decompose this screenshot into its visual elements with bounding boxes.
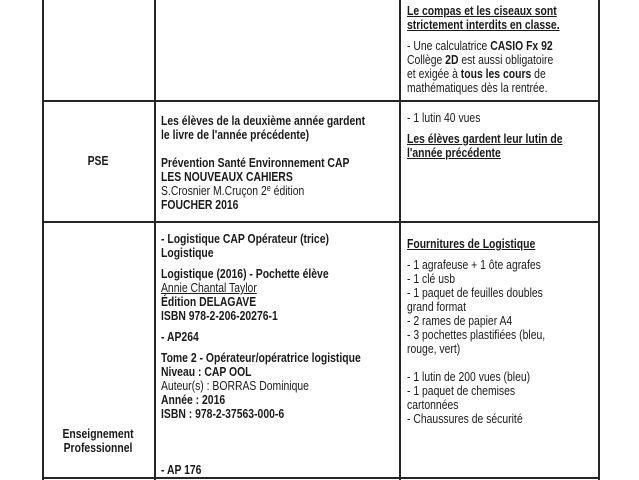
text-line — [407, 328, 558, 342]
cell-pse-supplies — [401, 102, 598, 219]
text-run: Le compas et les ciseaux sont — [407, 3, 557, 18]
text-run: - AP264 — [161, 329, 199, 344]
cell-pro-books — [156, 223, 396, 475]
text-run: Prévention Santé Environnement CAP — [161, 155, 350, 170]
paragraph — [407, 258, 596, 426]
text-line — [161, 463, 347, 477]
text-run: FOUCHER 2016 — [161, 197, 239, 212]
cell-row1-books — [156, 0, 396, 98]
text-run — [161, 448, 164, 463]
cell-pse-books — [156, 102, 396, 219]
paragraph — [161, 330, 394, 344]
paragraph — [44, 154, 152, 168]
cell-pro-subject — [44, 223, 152, 475]
text-run: - Chaussures de sécurité — [407, 411, 523, 426]
text-run: Annie Chantal Taylor — [161, 280, 257, 295]
cell-row1-subject — [44, 0, 152, 98]
text-run: grand format — [407, 299, 466, 314]
text-run: CASIO Fx 92 — [490, 38, 553, 53]
text-run: Professionnel — [63, 440, 133, 455]
paragraph — [161, 351, 394, 477]
text-run: est aussi obligatoire — [458, 52, 554, 67]
text-line — [161, 421, 347, 435]
text-line — [161, 142, 347, 156]
text-run: Auteur(s) : BORRAS Dominique — [161, 378, 309, 393]
supplies-table — [42, 0, 600, 480]
text-run: ISBN 978-2-206-20276-1 — [161, 308, 278, 323]
text-line — [407, 237, 558, 251]
paragraph — [407, 237, 596, 251]
text-line — [161, 295, 347, 309]
text-line — [161, 184, 347, 198]
text-run: - 1 lutin 40 vues — [407, 110, 481, 125]
text-run: PSE — [87, 152, 109, 168]
text-run — [407, 355, 410, 370]
text-run: de — [531, 66, 546, 81]
table-border-bottom — [42, 477, 600, 479]
text-line — [161, 330, 347, 344]
text-run: - 1 paquet de feuilles doubles — [407, 285, 543, 300]
text-run: - AP 176 — [161, 462, 202, 477]
text-line — [161, 365, 347, 379]
paragraph — [161, 232, 394, 260]
text-line — [161, 393, 347, 407]
text-run: 2D — [445, 52, 459, 67]
text-run: - 1 lutin de 200 vues (bleu) — [407, 369, 531, 384]
paragraph — [407, 39, 596, 95]
text-line — [161, 198, 347, 212]
text-run: S.Crosnier M.Cruçon 2 — [161, 183, 267, 198]
text-line — [161, 281, 347, 295]
text-line — [407, 272, 558, 286]
text-run: rouge, vert) — [407, 341, 461, 356]
text-run: ISBN : 978-2-37563-000-6 — [161, 406, 285, 421]
text-line — [407, 300, 558, 314]
text-line — [161, 232, 347, 246]
text-line — [407, 370, 558, 384]
text-run: le livre de l'année précédente) — [161, 127, 310, 142]
text-line — [161, 155, 350, 170]
text-line — [161, 267, 347, 281]
paragraph — [161, 114, 394, 212]
text-line — [407, 398, 558, 412]
text-line — [407, 53, 558, 67]
text-run: Les élèves gardent leur lutin de — [407, 131, 563, 146]
text-line — [161, 407, 347, 421]
text-line — [407, 412, 558, 426]
text-line — [407, 111, 558, 125]
text-run: et exigée à — [407, 66, 461, 81]
text-run: mathématiques dès la rentrée. — [407, 80, 548, 95]
text-run: LES NOUVEAUX CAHIERS — [161, 169, 293, 184]
text-line — [407, 146, 558, 160]
text-line — [407, 131, 563, 146]
text-run: Niveau : CAP OOL — [161, 364, 252, 379]
text-line — [161, 113, 366, 128]
text-run: Tome 2 - Opérateur/opératrice logistique — [161, 350, 361, 365]
text-run: - 3 pochettes plastifiées (bleu, — [407, 327, 546, 342]
text-line — [161, 449, 347, 463]
text-line — [55, 441, 141, 455]
text-run: Enseignement — [62, 426, 134, 441]
text-line — [407, 4, 558, 18]
text-run: tous les cours — [460, 66, 532, 81]
text-line — [407, 258, 558, 272]
paragraph — [407, 111, 596, 125]
text-run — [161, 420, 164, 435]
text-run: cartonnées — [407, 397, 459, 412]
text-line — [407, 81, 558, 95]
text-line — [161, 128, 347, 142]
text-line — [161, 350, 361, 365]
text-run: Les élèves de la deuxième année gardent — [161, 113, 366, 128]
text-line — [407, 39, 558, 53]
text-line — [407, 384, 558, 398]
text-line — [55, 154, 141, 168]
text-line — [161, 246, 347, 260]
text-run: Logistique — [161, 245, 214, 260]
text-run: - Une calculatrice — [407, 38, 491, 53]
paragraph — [407, 4, 596, 32]
paragraph — [161, 267, 394, 323]
text-run: l'année précédente — [407, 145, 501, 160]
text-line — [407, 314, 558, 328]
text-line — [407, 286, 558, 300]
text-run: Logistique (2016) - Pochette élève — [161, 266, 329, 281]
text-run: Édition DELAGAVE — [161, 294, 257, 309]
text-run: - 1 paquet de chemises — [407, 383, 516, 398]
text-line — [407, 342, 558, 356]
text-line — [161, 309, 347, 323]
text-line — [161, 435, 347, 449]
text-line — [407, 356, 558, 370]
cell-pro-supplies — [401, 223, 598, 475]
paragraph — [44, 427, 152, 455]
text-line — [407, 67, 558, 81]
text-run: - Logistique CAP Opérateur (trice) — [161, 231, 329, 246]
text-line — [161, 379, 347, 393]
text-line — [161, 170, 347, 184]
text-run: Année : 2016 — [161, 392, 226, 407]
text-run: - 1 agrafeuse + 1 ôte agrafes — [407, 257, 541, 272]
table-border-right — [598, 0, 600, 480]
text-line — [407, 18, 558, 32]
cell-row1-supplies — [401, 0, 598, 98]
text-run: - 1 clé usb — [407, 271, 455, 286]
text-run: édition — [270, 183, 305, 198]
cell-pse-subject — [44, 102, 152, 219]
text-run — [161, 141, 164, 156]
text-run: Fournitures de Logistique — [407, 236, 536, 251]
text-run — [161, 434, 164, 449]
text-run: - 2 rames de papier A4 — [407, 313, 513, 328]
text-run: e — [266, 183, 271, 193]
text-line — [55, 427, 141, 441]
text-run: strictement interdits en classe. — [407, 17, 560, 32]
text-run: Collège — [407, 52, 446, 67]
paragraph — [407, 132, 596, 160]
